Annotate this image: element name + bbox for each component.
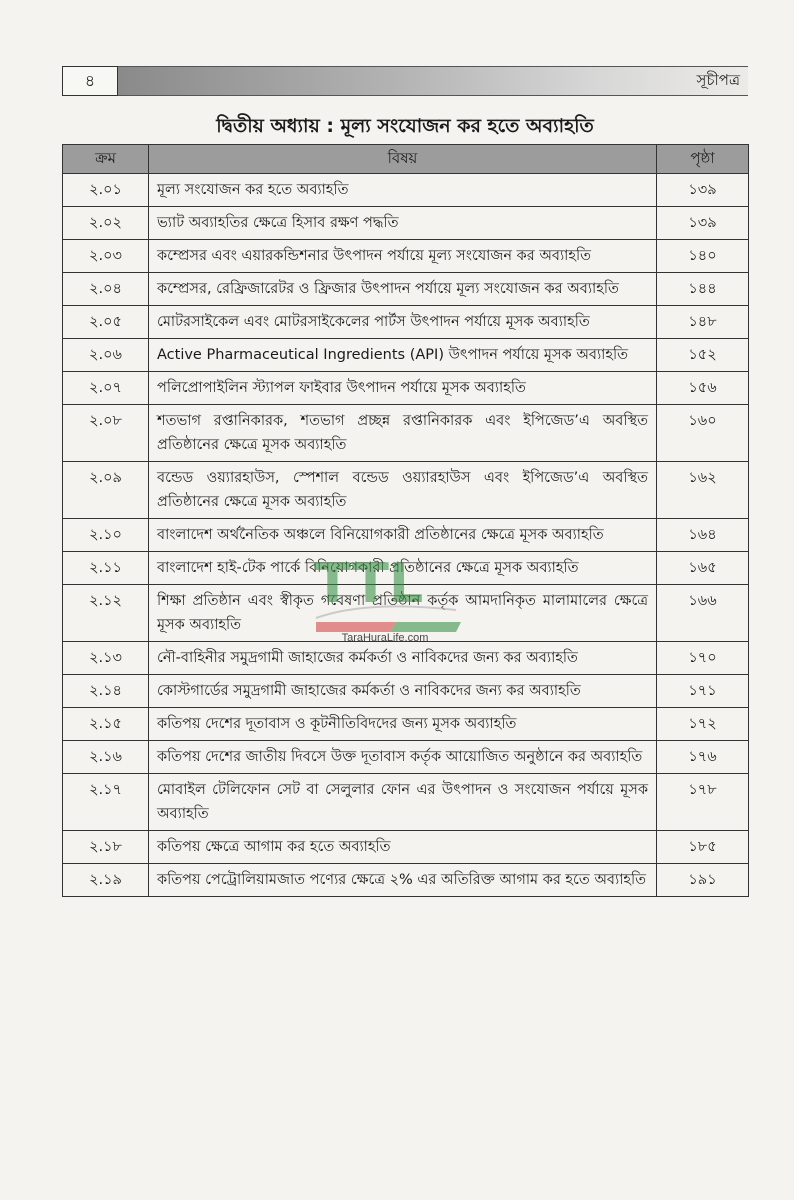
row-page: ১৪০	[657, 240, 749, 273]
header-band	[118, 66, 748, 96]
row-page: ১৩৯	[657, 207, 749, 240]
row-page: ১৬৫	[657, 552, 749, 585]
row-subject: ভ্যাট অব্যাহতির ক্ষেত্রে হিসাব রক্ষণ পদ্ধতি	[149, 207, 657, 240]
row-serial: ২.১৫	[63, 708, 149, 741]
row-serial: ২.০১	[63, 174, 149, 207]
watermark-logo-text: TTL	[314, 552, 424, 615]
table-row	[63, 741, 749, 774]
column-header-page: পৃষ্ঠা	[657, 145, 749, 174]
row-subject: শতভাগ রপ্তানিকারক, শতভাগ প্রচ্ছন্ন রপ্তানিকারক এবং ইপিজেড’এ অবস্থিত প্রতিষ্ঠানের ক্ষেত্রে মূসক অব্যাহতি	[149, 405, 657, 462]
row-subject: বন্ডেড ওয়্যারহাউস, স্পেশাল বন্ডেড ওয়্যারহাউস এবং ইপিজেড’এ অবস্থিত প্রতিষ্ঠানের ক্ষেত্রে মূসক অব্যাহতি	[149, 462, 657, 519]
row-page: ১৮৫	[657, 831, 749, 864]
row-serial: ২.০৯	[63, 462, 149, 519]
row-page: ১৬৪	[657, 519, 749, 552]
table-row	[63, 339, 749, 372]
table-row	[63, 675, 749, 708]
table-row	[63, 207, 749, 240]
column-header-serial: ক্রম	[63, 145, 149, 174]
column-header-subject: বিষয়	[149, 145, 657, 174]
row-page: ১৯১	[657, 864, 749, 897]
row-serial: ২.০৭	[63, 372, 149, 405]
table-row	[63, 405, 749, 462]
row-subject: মূল্য সংযোজন কর হতে অব্যাহতি	[149, 174, 657, 207]
row-subject: কম্প্রেসর এবং এয়ারকন্ডিশনার উৎপাদন পর্যায়ে মূল্য সংযোজন কর অব্যাহতি	[149, 240, 657, 273]
page-number: ৪	[62, 66, 118, 96]
row-serial: ২.০৩	[63, 240, 149, 273]
row-page: ১৭২	[657, 708, 749, 741]
row-page: ১৭১	[657, 675, 749, 708]
row-serial: ২.০৬	[63, 339, 149, 372]
row-page: ১৪৪	[657, 273, 749, 306]
row-serial: ২.১৩	[63, 642, 149, 675]
contents-table	[62, 144, 749, 897]
row-page: ১৩৯	[657, 174, 749, 207]
chapter-title: দ্বিতীয় অধ্যায় : মূল্য সংযোজন কর হতে অব্যাহতি	[216, 115, 594, 137]
page-header	[62, 66, 748, 96]
table-row	[63, 708, 749, 741]
table-row	[63, 174, 749, 207]
section-label: সূচীপত্র	[696, 70, 740, 89]
row-serial: ২.১৪	[63, 675, 149, 708]
table-body	[63, 174, 749, 897]
row-subject: কতিপয় পেট্রোলিয়ামজাত পণ্যের ক্ষেত্রে ২% এর অতিরিক্ত আগাম কর হতে অব্যাহতি	[149, 864, 657, 897]
table-row	[63, 864, 749, 897]
row-page: ১৬৬	[657, 585, 749, 642]
row-subject: বাংলাদেশ অর্থনৈতিক অঞ্চলে বিনিয়োগকারী প্রতিষ্ঠানের ক্ষেত্রে মূসক অব্যাহতি	[149, 519, 657, 552]
row-subject: পলিপ্রোপাইলিন স্ট্যাপল ফাইবার উৎপাদন পর্যায়ে মূসক অব্যাহতি	[149, 372, 657, 405]
row-subject: মোবাইল টেলিফোন সেট বা সেলুলার ফোন এর উৎপাদন ও সংযোজন পর্যায়ে মূসক অব্যাহতি	[149, 774, 657, 831]
row-subject: মোটরসাইকেল এবং মোটরসাইকেলের পার্টস উৎপাদন পর্যায়ে মূসক অব্যাহতি	[149, 306, 657, 339]
row-subject: কম্প্রেসর, রেফ্রিজারেটর ও ফ্রিজার উৎপাদন পর্যায়ে মূল্য সংযোজন কর অব্যাহতি	[149, 273, 657, 306]
row-subject: কতিপয় দেশের দূতাবাস ও কূটনীতিবিদদের জন্য মূসক অব্যাহতি	[149, 708, 657, 741]
row-serial: ২.১৬	[63, 741, 149, 774]
table-row	[63, 462, 749, 519]
row-serial: ২.১৯	[63, 864, 149, 897]
row-page: ১৪৮	[657, 306, 749, 339]
row-page: ১৫২	[657, 339, 749, 372]
row-subject: কতিপয় দেশের জাতীয় দিবসে উক্ত দূতাবাস কর্তৃক আয়োজিত অনুষ্ঠানে কর অব্যাহতি	[149, 741, 657, 774]
row-subject: Active Pharmaceutical Ingredients (API) উৎপাদন পর্যায়ে মূসক অব্যাহতি	[149, 339, 657, 372]
table-row	[63, 831, 749, 864]
row-subject: কোস্টগার্ডের সমুদ্রগামী জাহাজের কর্মকর্তা ও নাবিকদের জন্য কর অব্যাহতি	[149, 675, 657, 708]
row-page: ১৭৬	[657, 741, 749, 774]
watermark-site: TaraHuraLife.com	[341, 632, 429, 644]
row-serial: ২.১৮	[63, 831, 149, 864]
table-row	[63, 372, 749, 405]
row-serial: ২.০২	[63, 207, 149, 240]
table-row	[63, 306, 749, 339]
row-serial: ২.১১	[63, 552, 149, 585]
row-serial: ২.০৮	[63, 405, 149, 462]
row-page: ১৫৬	[657, 372, 749, 405]
row-subject: বাংলাদেশ হাই-টেক পার্কে বিনিয়োগকারী প্রতিষ্ঠানের ক্ষেত্রে মূসক অব্যাহতি	[149, 552, 657, 585]
table-header-row	[63, 145, 749, 174]
row-page: ১৭৮	[657, 774, 749, 831]
row-serial: ২.১০	[63, 519, 149, 552]
row-page: ১৬০	[657, 405, 749, 462]
row-subject: কতিপয় ক্ষেত্রে আগাম কর হতে অব্যাহতি	[149, 831, 657, 864]
row-subject: শিক্ষা প্রতিষ্ঠান এবং স্বীকৃত গবেষণা প্রতিষ্ঠান কর্তৃক আমদানিকৃত মালামালের ক্ষেত্রে মূসক অব্যাহতি	[149, 585, 657, 642]
row-subject: নৌ-বাহিনীর সমুদ্রগামী জাহাজের কর্মকর্তা ও নাবিকদের জন্য কর অব্যাহতি	[149, 642, 657, 675]
row-serial: ২.০৫	[63, 306, 149, 339]
table-row	[63, 774, 749, 831]
row-page: ১৭০	[657, 642, 749, 675]
row-page: ১৬২	[657, 462, 749, 519]
row-serial: ২.১৭	[63, 774, 149, 831]
row-serial: ২.১২	[63, 585, 149, 642]
row-serial: ২.০৪	[63, 273, 149, 306]
table-row	[63, 240, 749, 273]
table-row	[63, 273, 749, 306]
